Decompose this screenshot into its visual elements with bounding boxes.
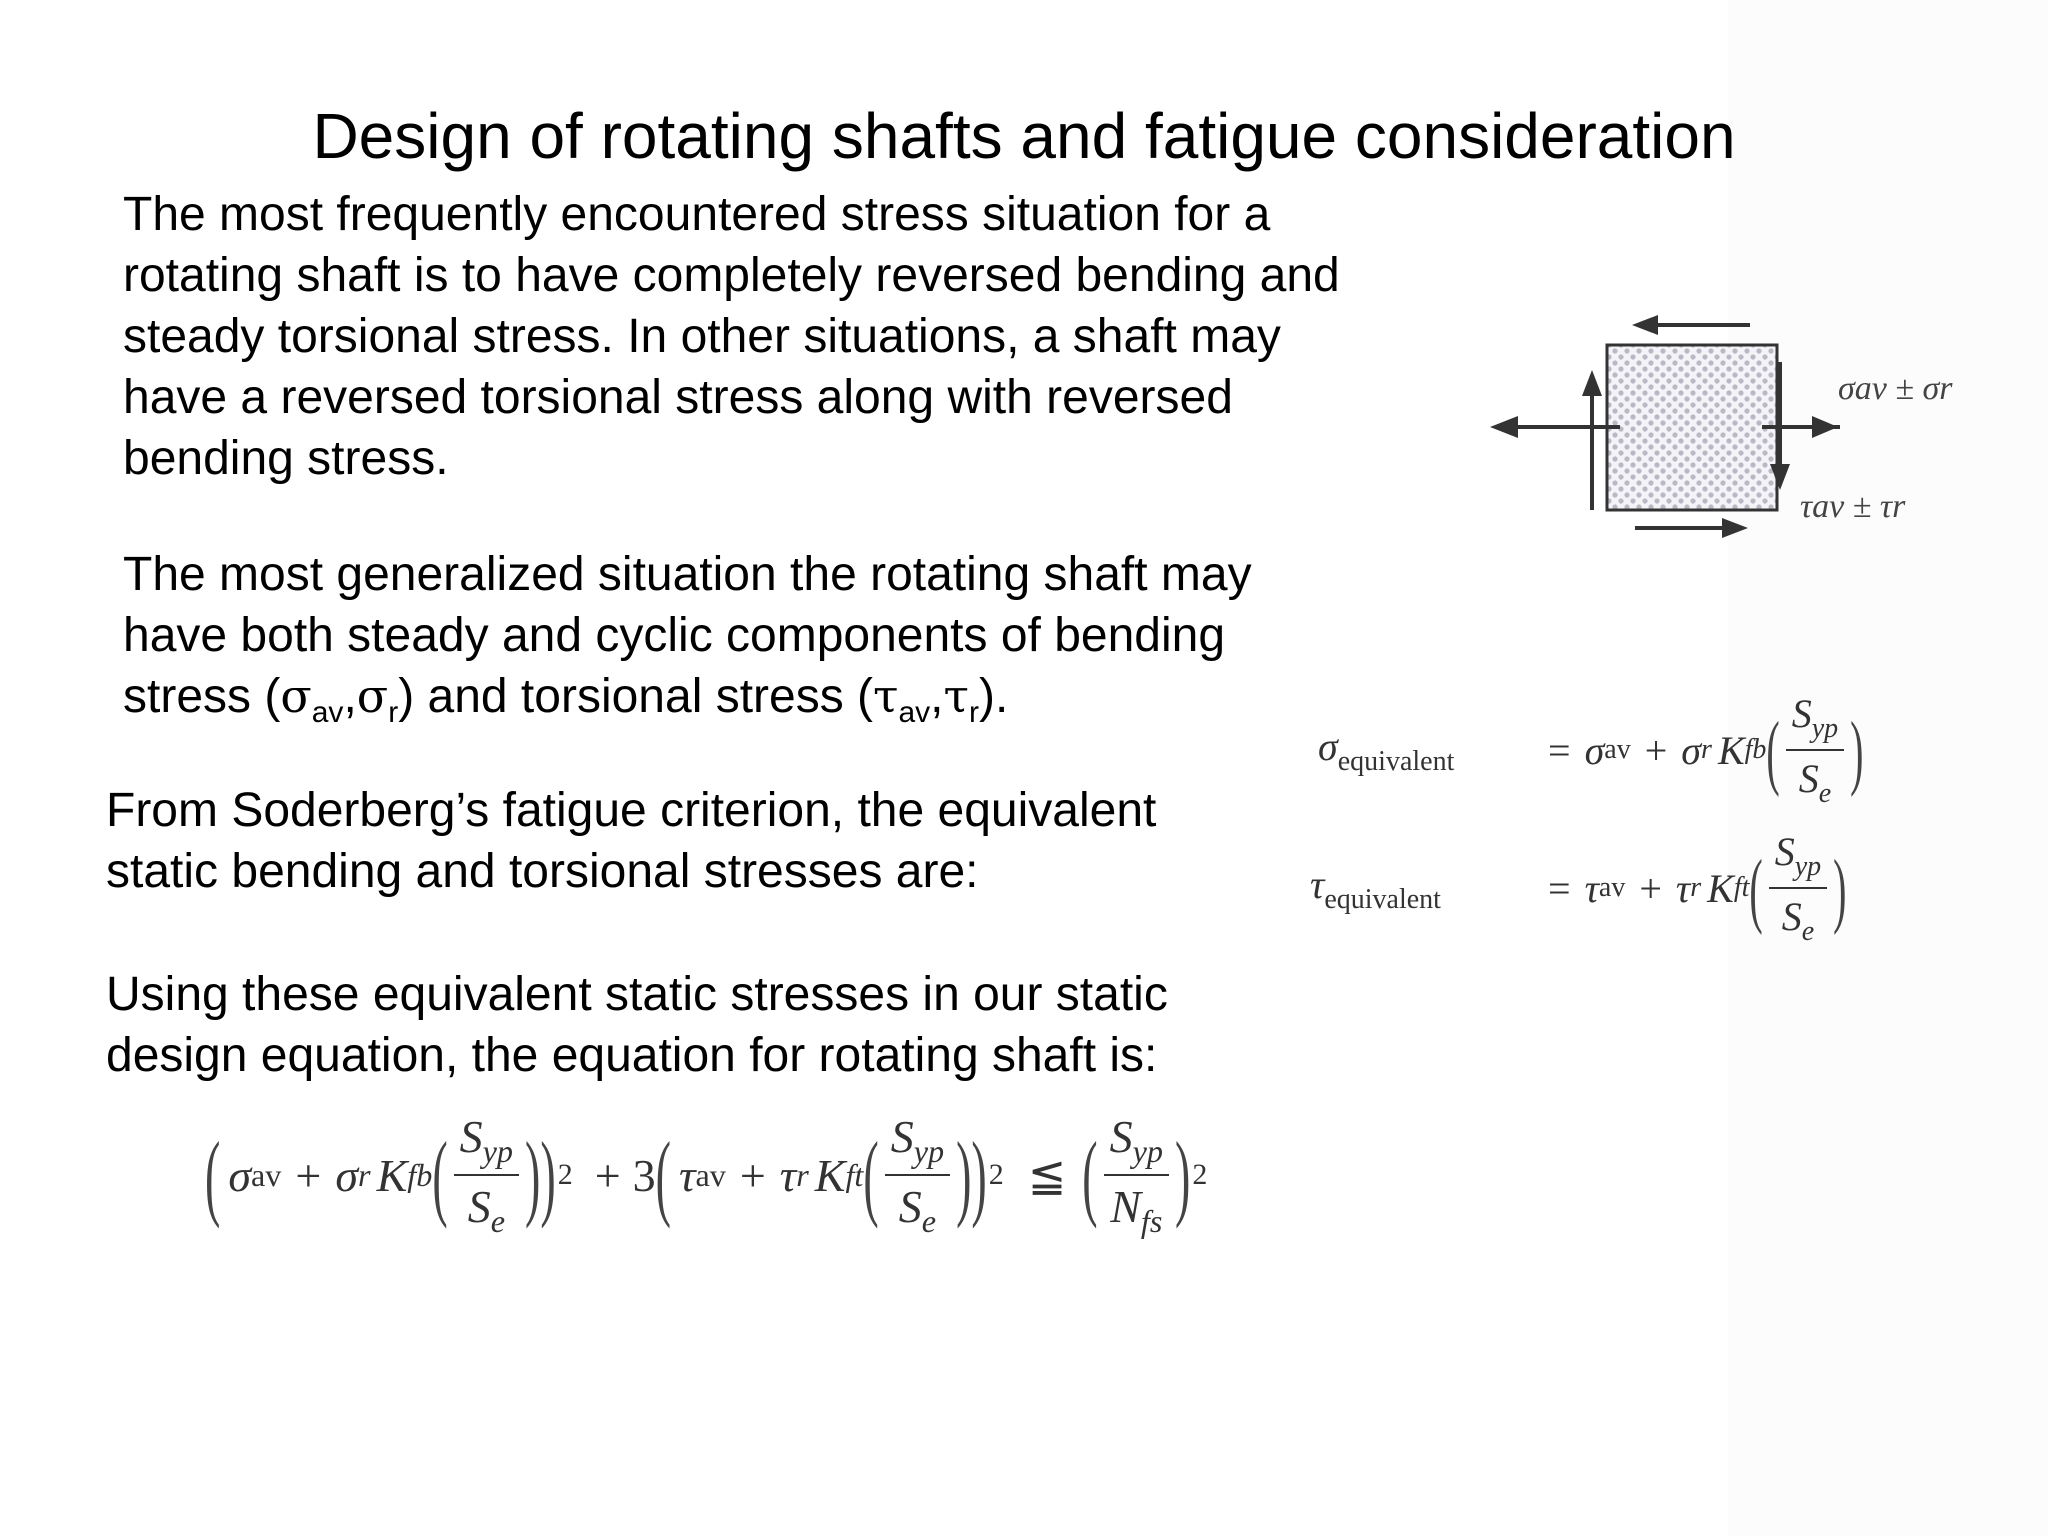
fraction-bar (1104, 1174, 1169, 1176)
left-paren: ( (1766, 702, 1780, 798)
subscript-e: e (1818, 778, 1832, 809)
k-symbol: K (376, 1149, 408, 1201)
slide-title: Design of rotating shafts and fatigue consideration (312, 100, 1736, 172)
right-paren: ) (971, 1121, 987, 1229)
fraction-denominator (1793, 755, 1837, 810)
right-paren: ) (525, 1121, 541, 1229)
subscript-r: r (968, 696, 979, 729)
subscript-r: r (358, 1156, 371, 1193)
fraction-denominator (1104, 1180, 1168, 1240)
subscript-yp: yp (1811, 713, 1839, 744)
paragraph-generalized-situation (123, 544, 1453, 727)
subscript-av: av (311, 696, 344, 729)
subscript-r: r (796, 1156, 809, 1193)
s-symbol: S (1774, 829, 1795, 874)
fraction-bar (885, 1174, 950, 1176)
subscript-yp: yp (482, 1133, 514, 1169)
right-paren: ) (1175, 1121, 1191, 1229)
exponent-2: 2 (988, 1158, 1004, 1191)
k-symbol: K (1707, 865, 1734, 911)
plus-sign: + (1639, 865, 1662, 911)
text-line: Using these equivalent static stresses in our static (106, 968, 1168, 1021)
text-line-with-symbols (123, 666, 1453, 727)
text-line: The most generalized situation the rotating shaft may (123, 548, 1252, 601)
s-symbol: S (467, 1181, 491, 1232)
k-symbol: K (814, 1149, 846, 1201)
right-paren: ) (1850, 702, 1864, 798)
text-line: The most frequently encountered stress situation for a (123, 188, 1271, 241)
sigma-symbol: σ (1318, 723, 1338, 769)
top-shear-arrowhead (1632, 315, 1658, 335)
text-line: have a reversed torsional stress along with reversed (123, 371, 1233, 424)
coefficient-3: 3 (632, 1149, 656, 1201)
tau-symbol: τ (1310, 861, 1325, 907)
subscript-r: r (388, 696, 399, 729)
text-line: steady torsional stress. In other situations, a shaft may (123, 310, 1281, 363)
equals-sign: = (1548, 865, 1571, 911)
fraction-numerator (885, 1110, 950, 1170)
left-paren: ( (432, 1121, 448, 1229)
fraction-numerator (1786, 690, 1844, 745)
sigma-symbol: σ (228, 1149, 252, 1201)
fraction-numerator (1769, 828, 1827, 883)
subscript-av: av (1604, 734, 1631, 765)
subscript-r: r (1690, 872, 1702, 903)
comma: , (930, 670, 944, 723)
equals-sign: = (1548, 727, 1571, 773)
n-symbol: N (1110, 1181, 1141, 1232)
left-shear-arrowhead (1582, 370, 1602, 396)
fraction-bar (1786, 749, 1844, 751)
subscript-yp: yp (1794, 851, 1822, 882)
syp-over-se-fraction (454, 1110, 519, 1240)
subscript-r: r (1701, 734, 1712, 765)
sigma-equivalent-equation (1318, 690, 1864, 810)
right-paren: ) (540, 1121, 556, 1229)
plus-sign: + (295, 1149, 322, 1201)
text-line: have both steady and cyclic components of bending (123, 609, 1226, 662)
syp-over-se-fraction (1786, 690, 1844, 810)
rotating-shaft-design-equation (205, 1110, 1207, 1240)
paragraph-design-equation (106, 964, 1306, 1086)
subscript-av: av (251, 1156, 282, 1193)
subscript-fb: fb (1744, 734, 1767, 765)
right-normal-arrowhead (1812, 416, 1838, 438)
subscript-fb: fb (407, 1156, 433, 1193)
tau-symbol: τ (943, 669, 969, 723)
text-fragment: stress ( (123, 670, 281, 723)
tau-symbol: τ (779, 1149, 797, 1201)
fraction-bar (1769, 887, 1827, 889)
fraction-denominator (1776, 893, 1820, 948)
subscript-av: av (898, 696, 931, 729)
left-paren: ( (1749, 840, 1763, 936)
exponent-2: 2 (1192, 1158, 1208, 1191)
left-paren: ( (655, 1121, 671, 1229)
text-line: rotating shaft is to have completely reversed bending and (123, 249, 1340, 302)
torsion-stress-label: τav ± τr (1800, 488, 1906, 525)
subscript-e: e (490, 1203, 505, 1239)
s-symbol: S (459, 1111, 483, 1162)
right-paren: ) (956, 1121, 972, 1229)
s-symbol: S (1791, 691, 1812, 736)
s-symbol: S (1781, 894, 1802, 939)
plus-sign: + (1644, 727, 1668, 773)
syp-over-se-fraction (1769, 828, 1827, 948)
subscript-e: e (921, 1203, 937, 1239)
fraction-denominator (893, 1180, 942, 1240)
syp-over-se-fraction (885, 1110, 950, 1240)
tau-symbol: τ (1675, 865, 1691, 911)
text-line: bending stress. (123, 432, 449, 485)
exponent-2: 2 (557, 1158, 573, 1191)
subscript-av: av (695, 1156, 726, 1193)
fraction-bar (454, 1174, 519, 1176)
right-paren: ) (1833, 840, 1847, 936)
paragraph-stress-situation (123, 184, 1453, 489)
paragraph-soderberg (106, 780, 1306, 902)
fraction-numerator (1104, 1110, 1169, 1170)
sigma-equivalent-lhs (1318, 723, 1518, 778)
subscript-av: av (1598, 872, 1626, 903)
stress-element-diagram (1480, 300, 1840, 560)
sigma-symbol: σ (335, 1149, 359, 1201)
left-paren: ( (863, 1121, 879, 1229)
sigma-symbol: σ (280, 669, 312, 723)
stress-element-square (1607, 345, 1777, 510)
subscript-yp: yp (913, 1133, 945, 1169)
bottom-shear-arrowhead (1722, 518, 1748, 538)
sigma-symbol: σ (1681, 727, 1702, 773)
fraction-numerator (454, 1110, 519, 1170)
text-line: static bending and torsional stresses are: (106, 845, 979, 898)
s-symbol: S (1798, 756, 1819, 801)
text-line: design equation, the equation for rotating shaft is: (106, 1029, 1158, 1082)
subscript-e: e (1801, 916, 1815, 947)
tau-equivalent-equation (1310, 828, 1846, 948)
text-fragment: ) and torsional stress ( (398, 670, 874, 723)
left-paren: ( (205, 1121, 221, 1229)
tau-symbol: τ (678, 1149, 696, 1201)
left-normal-arrowhead (1490, 416, 1518, 438)
bending-stress-label: σav ± σr (1838, 370, 1953, 407)
left-paren: ( (1082, 1121, 1098, 1229)
plus-sign: + (739, 1149, 766, 1201)
s-symbol: S (1109, 1111, 1133, 1162)
comma: , (343, 670, 357, 723)
text-fragment: ). (978, 670, 1009, 723)
subscript-ft: ft (1733, 872, 1750, 903)
subscript-fs: fs (1140, 1203, 1163, 1239)
subscript-equivalent: equivalent (1337, 745, 1455, 777)
sigma-symbol: σ (356, 669, 389, 723)
k-symbol: K (1717, 727, 1745, 773)
subscript-yp: yp (1132, 1133, 1163, 1169)
tau-symbol: τ (873, 669, 899, 723)
less-than-or-equal-sign: ≦ (1027, 1150, 1067, 1201)
tau-equivalent-lhs (1310, 861, 1510, 916)
plus-sign: + (594, 1149, 621, 1201)
s-symbol: S (890, 1111, 914, 1162)
sigma-symbol: σ (1584, 727, 1605, 773)
fraction-denominator (462, 1180, 511, 1240)
syp-over-nfs-fraction (1104, 1110, 1169, 1240)
subscript-ft: ft (845, 1156, 864, 1193)
s-symbol: S (898, 1181, 922, 1232)
text-line: From Soderberg’s fatigue criterion, the equivalent (106, 784, 1157, 837)
subscript-equivalent: equivalent (1324, 883, 1441, 915)
tau-symbol: τ (1584, 865, 1599, 911)
